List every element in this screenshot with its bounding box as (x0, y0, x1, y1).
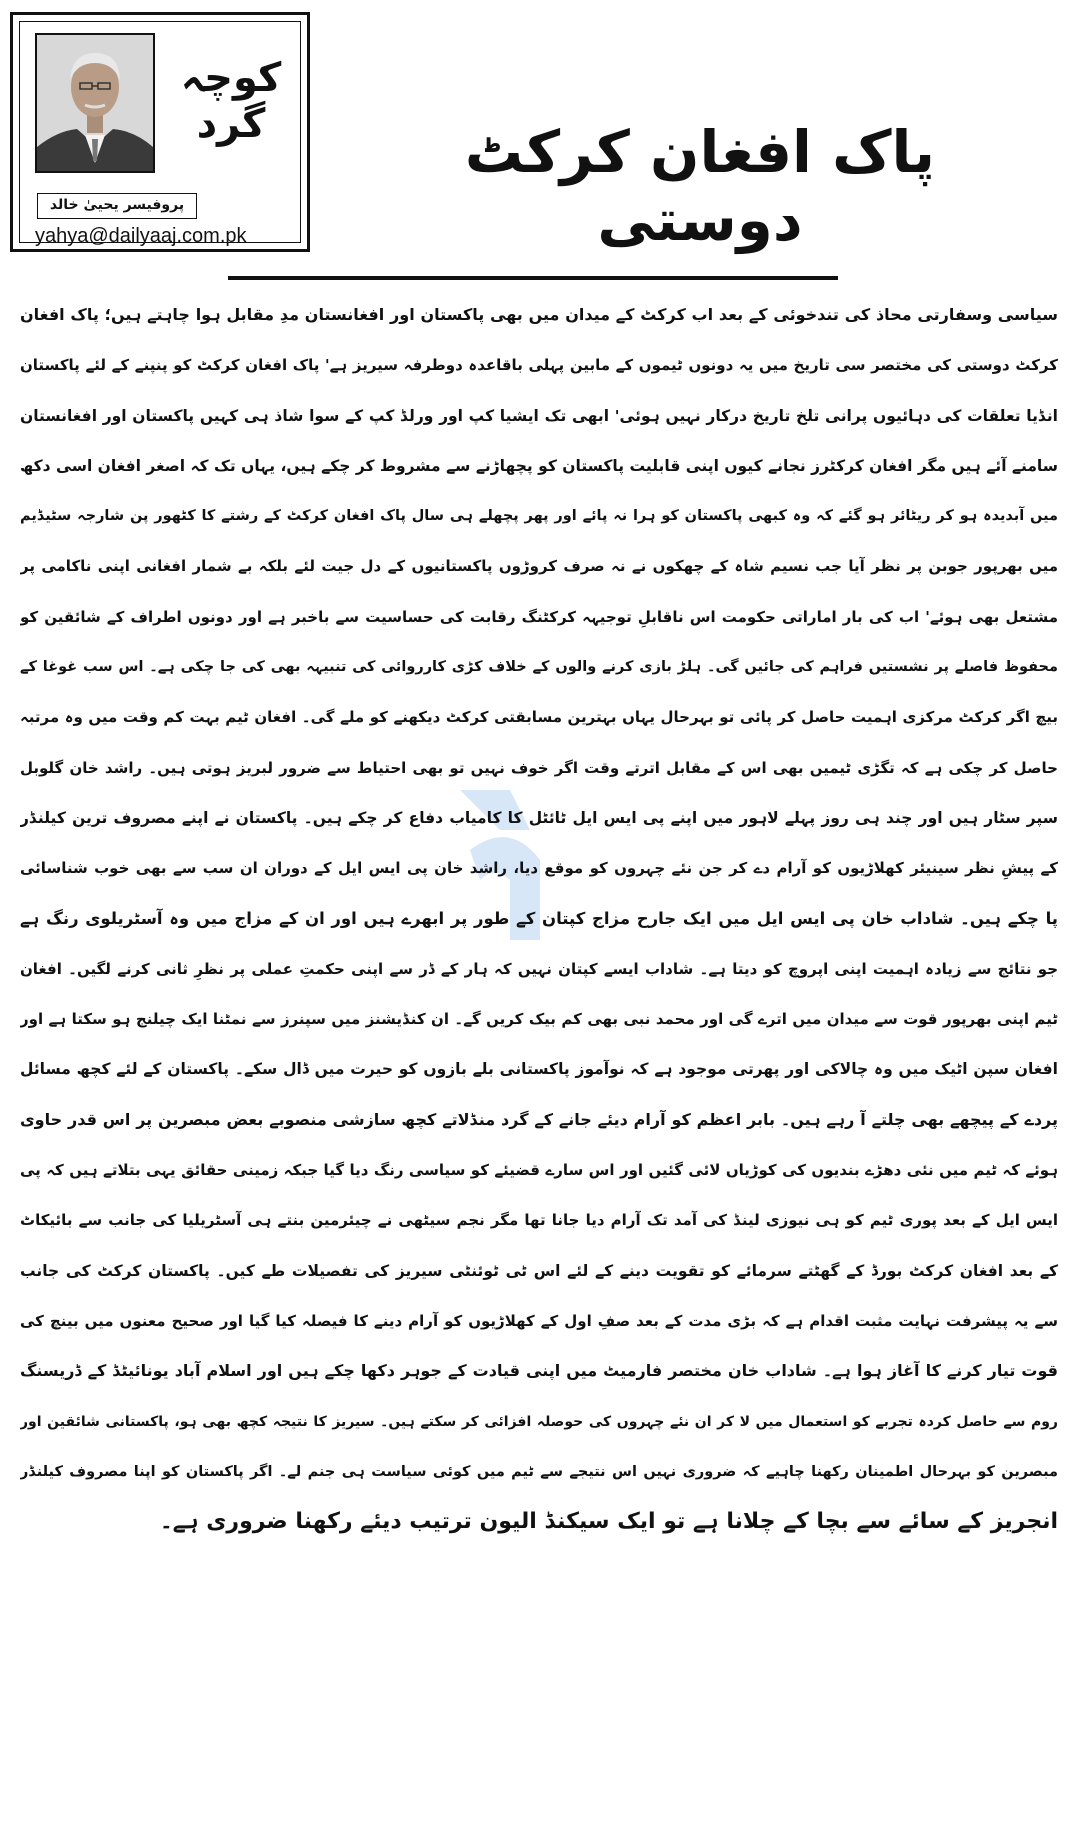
author-email[interactable]: yahya@dailyaaj.com.pk (35, 225, 247, 247)
author-byline: پروفیسر یحییٰ خالد (37, 193, 197, 219)
article-line: میں آبدیدہ ہو کر ریٹائر ہو گئے کہ وہ کبھی پاکستان کو ہرا نہ پائے اور پھر پچھلے ہی سال پاک افغان کرکٹ کے رشتے کا کٹھور پن شارجہ سٹیڈیم (20, 508, 1058, 525)
article-line: کے بعد افغان کرکٹ بورڈ کے گھٹتے سرمائے کو تقویت دینے کے لئے اس ٹی ٹوئنٹی سیریز کی تفصیلات طے کیں۔ پاکستان کرکٹ کی جانب (20, 1261, 1058, 1280)
article-line: حاصل کر چکی ہے کہ تگڑی ٹیمیں بھی اس کے مقابل اترتے وقت اگر خوف نہیں تو بھی احتیاط سے ضرور لبریز ہوتی ہیں۔ راشد خان گلوبل (20, 758, 1058, 777)
article-line: پردے کے پیچھے بھی چلتے آ رہے ہیں۔ بابر اعظم کو آرام دیئے جانے کے گرد منڈلاتے کچھ سازشی منصوبے بعض مبصرین پر اس قدر حاوی (20, 1109, 1058, 1129)
article-line: بیچ اگر کرکٹ مرکزی اہمیت حاصل کر پائی تو بہرحال یہاں بہترین مسابقتی کرکٹ دیکھنے کو ملے گی۔ افغان ٹیم بہت کم وقت میں وہ مرتبہ (20, 708, 1058, 727)
article-line: جو نتائج سے زیادہ اہمیت اپنی اپروچ کو دیتا ہے۔ شاداب ایسے کپتان نہیں کہ ہار کے ڈر سے اپنی حکمتِ عملی پر نظرِ ثانی کرنے لگیں۔ افغان (20, 959, 1058, 978)
article-line: سپر سٹار ہیں اور چند ہی روز پہلے لاہور میں اپنے پی ایس ایل ٹائٹل کا کامیاب دفاع کر چکے ہیں۔ پاکستان نے اپنے مصروف ترین کیلنڈر (20, 808, 1058, 827)
article-line: انڈیا تعلقات کی دہائیوں پرانی تلخ تاریخ درکار نہیں ہوئی' ابھی تک ایشیا کپ اور ورلڈ کپ کے سوا شاذ ہی کہیں پاکستان اور افغانستان (20, 406, 1058, 425)
article-line: سے یہ پیشرفت نہایت مثبت اقدام ہے کہ بڑی مدت کے بعد صفِ اول کے کھلاڑیوں کو آرام دینے کا فیصلہ کیا گیا اور صحیح معنوں میں بینچ کی (20, 1311, 1058, 1330)
column-header-box (10, 12, 310, 252)
article-line: محفوظ فاصلے پر نشستیں فراہم کی جائیں گی۔ ہلڑ بازی کرنے والوں کے خلاف کڑی کارروائی کی تنبیہہ بھی کی جا چکی ہے۔ اس سب غوغا کے (20, 659, 1058, 676)
article-line: مشتعل بھی ہوئے' اب کی بار اماراتی حکومت اس ناقابلِ توجیہہ کرکٹنگ رقابت کی حساسیت سے باخبر ہے اور دونوں اطراف کے شائقین کو (20, 607, 1058, 626)
article-line: سامنے آئے ہیں مگر افغان کرکٹرز نجانے کیوں اپنی قابلیت پاکستان کو پچھاڑنے سے مشروط کر چکے ہیں، یہاں تک کہ اصغر افغان اسی دکھ (20, 456, 1058, 475)
article-line: کے پیشِ نظر سینیئر کھلاڑیوں کو آرام دے کر جن نئے چہروں کو موقع دیا، راشد خان پی ایس ایل کے دوران ان سب سے بھی خوب شناسائی (20, 859, 1058, 878)
article-line: ہوئے کہ ٹیم میں نئی دھڑے بندیوں کی کوڑیاں لائی گئیں اور اس سارے قضیئے کو سیاسی رنگ دیا گیا جبکہ زمینی حقائق یہی بتلاتے ہیں کہ پی (20, 1161, 1058, 1180)
article-body (20, 290, 1058, 1810)
article-line: میں بھرپور جوبن پر نظر آیا جب نسیم شاہ کے چھکوں نے نہ صرف کروڑوں پاکستانیوں کے دل جیت لئے بلکہ بے شمار افغانی اپنی ناکامی پر (20, 557, 1058, 576)
article-line: کرکٹ دوستی کی مختصر سی تاریخ میں یہ دونوں ٹیموں کے مابین پہلی باقاعدہ دوطرفہ سیریز ہے' پاک افغان کرکٹ کو پنپنے کے لئے پاکستان (20, 356, 1058, 375)
column-name: کوچہ گرد (180, 55, 282, 147)
article-line: ایس ایل کے بعد پوری ٹیم کو ہی نیوزی لینڈ کی آمد تک آرام دیا جانا تھا مگر نجم سیٹھی نے چیئرمین بنتے ہی آسٹریلیا کی جانب سے بائیکاٹ (20, 1211, 1058, 1230)
article-headline: پاک افغان کرکٹ دوستی (464, 118, 936, 254)
author-photo (35, 33, 155, 173)
article-line: انجریز کے سائے سے بچا کے چلانا ہے تو ایک سیکنڈ الیون ترتیب دیئے رکھنا ضروری ہے۔ (159, 1509, 1058, 1535)
article-line: سیاسی وسفارتی محاذ کی تندخوئی کے بعد اب کرکٹ کے میدان میں بھی پاکستان اور افغانستان مدِ مقابل ہوا چاہتے ہیں؛ پاک افغان (20, 305, 1058, 324)
article-line: پا چکے ہیں۔ شاداب خان پی ایس ایل میں ایک جارح مزاج کپتان کے طور پر ابھرے ہیں اور ان کے مزاج میں وہ آسٹریلوی رنگ ہے (20, 908, 1058, 928)
article-line: مبصرین کو بہرحال اطمینان رکھنا چاہیے کہ ضروری نہیں اس نتیجے سے ٹیم میں کوئی سیاست ہی جنم لے۔ اگر پاکستان کو اپنا مصروف کیلنڈر (20, 1463, 1058, 1480)
article-line: قوت تیار کرنے کا آغاز ہوا ہے۔ شاداب خان مختصر فارمیٹ میں اپنی قیادت کے جوہر دکھا چکے ہیں اور اسلام آباد یونائیٹڈ کے ڈریسنگ (20, 1361, 1058, 1381)
headline-divider (228, 276, 838, 280)
article-line: افغان سپن اٹیک میں وہ چالاکی اور پھرتی موجود ہے کہ نوآموز پاکستانی بلے بازوں کو حیرت میں ڈال سکے۔ پاکستان کے لئے کچھ مسائل (20, 1060, 1058, 1079)
author-portrait-image (37, 35, 153, 171)
article-line: روم سے حاصل کردہ تجربے کو استعمال میں لا کر ان نئے چہروں کی حوصلہ افزائی کر سکتے ہیں۔ سیریز کا نتیجہ کچھ بھی ہو، پاکستانی شائقین اور (20, 1413, 1058, 1430)
article-line: ٹیم اپنی بھرپور قوت سے میدان میں اترے گی اور محمد نبی بھی کم بیک کریں گے۔ ان کنڈیشنز میں سپنرز سے نمٹنا ایک چیلنج ہو سکتا ہے اور (20, 1010, 1058, 1029)
